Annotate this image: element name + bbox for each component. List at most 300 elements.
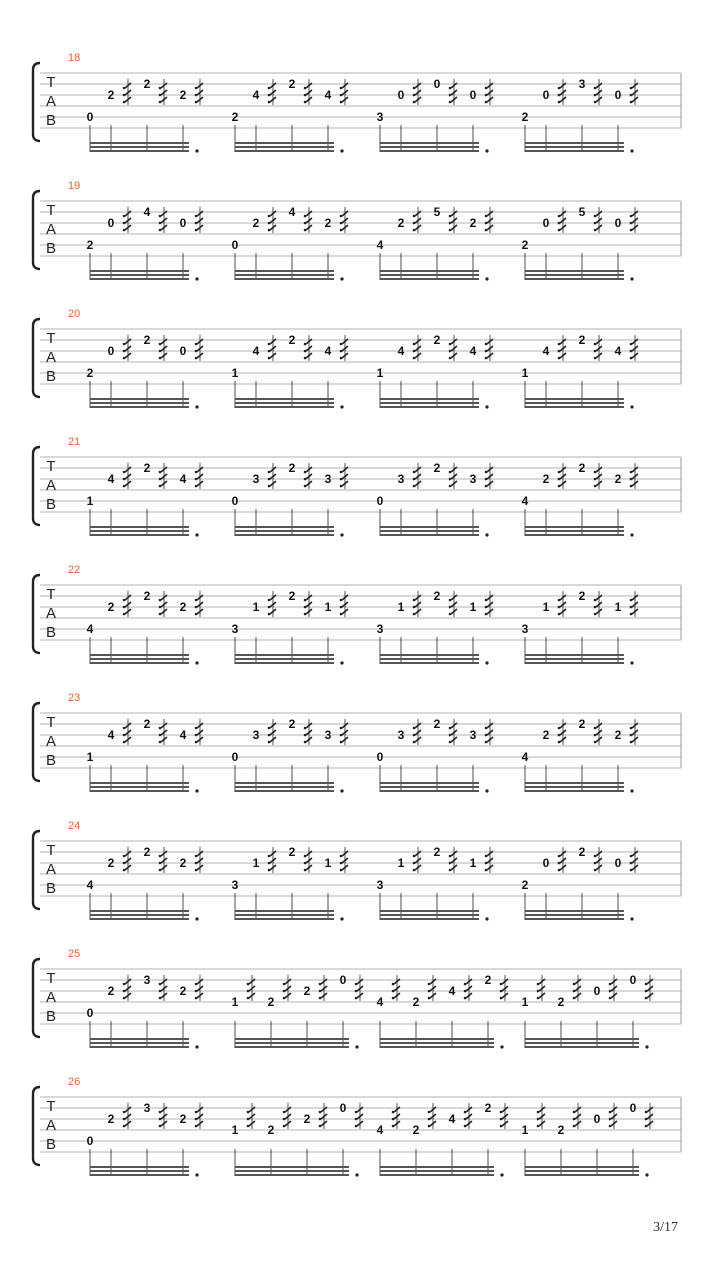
augmentation-dot	[485, 789, 488, 792]
tremolo-dot	[340, 727, 343, 730]
tremolo-dot	[428, 990, 431, 993]
tab-clef-letter: T	[46, 970, 56, 987]
tremolo-dot	[558, 734, 561, 737]
tremolo-dot	[195, 983, 198, 986]
fret-number: 1	[252, 856, 260, 870]
tremolo-dot	[159, 485, 162, 488]
tremolo-dot	[558, 357, 561, 360]
augmentation-dot	[340, 149, 343, 152]
tremolo-dot	[630, 869, 633, 872]
beat-group	[377, 461, 493, 537]
augmentation-dot	[195, 405, 198, 408]
bass-fret-number: 4	[86, 878, 94, 892]
tremolo-dot	[159, 478, 162, 481]
tremolo-dot	[413, 727, 416, 730]
tab-clef-letter: B	[45, 496, 57, 513]
tremolo-dot	[485, 229, 488, 232]
bass-fret-number: 2	[86, 366, 94, 380]
tremolo-dot	[485, 343, 488, 346]
tremolo-dot	[247, 1118, 250, 1121]
tab-clef-letter: T	[46, 74, 56, 91]
measure-number: 23	[68, 692, 81, 704]
bass-fret-number: 1	[86, 494, 94, 508]
fret-number: 0	[433, 77, 441, 91]
tremolo-dot	[304, 471, 307, 474]
beat-group	[522, 845, 638, 921]
fret-number: 3	[578, 77, 586, 91]
tremolo-dot	[558, 471, 561, 474]
fret-number: 4	[448, 984, 456, 998]
tremolo-dot	[340, 222, 343, 225]
tremolo-dot	[630, 727, 633, 730]
beat-group	[87, 717, 203, 793]
tremolo-dot	[464, 983, 467, 986]
tremolo-dot	[304, 869, 307, 872]
system-bracket	[33, 831, 40, 909]
tremolo-dot	[558, 869, 561, 872]
fret-number: 4	[324, 344, 332, 358]
tremolo-dot	[123, 613, 126, 616]
tremolo-dot	[413, 229, 416, 232]
fret-number: 4	[376, 1123, 384, 1137]
tremolo-dot	[485, 727, 488, 730]
tremolo-dot	[558, 229, 561, 232]
tremolo-dot	[485, 599, 488, 602]
augmentation-dot	[485, 917, 488, 920]
tremolo-dot	[340, 855, 343, 858]
tremolo-dot	[304, 101, 307, 104]
fret-number: 2	[252, 216, 260, 230]
tremolo-dot	[340, 478, 343, 481]
tremolo-dot	[195, 741, 198, 744]
fret-number: 3	[143, 1101, 151, 1115]
tremolo-dot	[413, 869, 416, 872]
fret-number: 4	[179, 728, 187, 742]
bass-fret-number: 0	[86, 1006, 94, 1020]
augmentation-dot	[340, 405, 343, 408]
tremolo-dot	[319, 1118, 322, 1121]
tremolo-dot	[558, 350, 561, 353]
tremolo-dot	[645, 1125, 648, 1128]
fret-number: 2	[433, 461, 441, 475]
tremolo-dot	[304, 94, 307, 97]
tremolo-dot	[283, 990, 286, 993]
tremolo-dot	[195, 485, 198, 488]
tremolo-dot	[537, 1111, 540, 1114]
augmentation-dot	[630, 277, 633, 280]
tremolo-dot	[428, 1118, 431, 1121]
beat-group	[232, 205, 348, 281]
tremolo-dot	[594, 734, 597, 737]
tremolo-dot	[413, 862, 416, 865]
beat-group	[232, 589, 348, 665]
tremolo-dot	[159, 734, 162, 737]
system-bracket	[33, 319, 40, 397]
tremolo-dot	[449, 869, 452, 872]
tab-system	[33, 820, 681, 921]
tremolo-dot	[630, 94, 633, 97]
tremolo-dot	[573, 1118, 576, 1121]
tremolo-dot	[500, 983, 503, 986]
tremolo-dot	[630, 343, 633, 346]
tremolo-dot	[413, 613, 416, 616]
beat-group	[232, 973, 363, 1049]
fret-number: 2	[267, 995, 275, 1009]
fret-number: 0	[542, 856, 550, 870]
tremolo-dot	[558, 741, 561, 744]
tremolo-dot	[392, 983, 395, 986]
fret-number: 2	[578, 717, 586, 731]
beat-group	[232, 461, 348, 537]
tremolo-dot	[304, 862, 307, 865]
tremolo-dot	[428, 997, 431, 1000]
tremolo-dot	[268, 613, 271, 616]
tremolo-dot	[392, 990, 395, 993]
fret-number: 0	[107, 216, 115, 230]
tab-clef-letter: A	[45, 93, 57, 110]
beat-group	[232, 333, 348, 409]
fret-number: 2	[107, 88, 115, 102]
page-number: 3/17	[653, 1220, 678, 1235]
tremolo-dot	[123, 862, 126, 865]
tremolo-dot	[195, 229, 198, 232]
augmentation-dot	[340, 661, 343, 664]
tab-clef-letter: B	[45, 1136, 57, 1153]
tremolo-dot	[558, 727, 561, 730]
tremolo-dot	[645, 1111, 648, 1114]
tremolo-dot	[247, 990, 250, 993]
tremolo-dot	[159, 990, 162, 993]
tremolo-dot	[195, 343, 198, 346]
augmentation-dot	[355, 1173, 358, 1176]
augmentation-dot	[630, 533, 633, 536]
fret-number: 0	[614, 88, 622, 102]
tremolo-dot	[558, 94, 561, 97]
tremolo-dot	[123, 478, 126, 481]
tremolo-dot	[123, 1125, 126, 1128]
tremolo-dot	[630, 229, 633, 232]
fret-number: 0	[469, 88, 477, 102]
tremolo-dot	[268, 606, 271, 609]
tremolo-dot	[449, 855, 452, 858]
tremolo-dot	[123, 87, 126, 90]
bass-fret-number: 3	[231, 878, 239, 892]
tremolo-dot	[428, 983, 431, 986]
tremolo-dot	[645, 983, 648, 986]
tremolo-dot	[159, 862, 162, 865]
fret-number: 2	[433, 589, 441, 603]
tremolo-dot	[319, 997, 322, 1000]
tremolo-dot	[268, 222, 271, 225]
augmentation-dot	[485, 405, 488, 408]
fret-number: 2	[179, 856, 187, 870]
fret-number: 2	[303, 1112, 311, 1126]
fret-number: 2	[107, 1112, 115, 1126]
tremolo-dot	[340, 734, 343, 737]
tremolo-dot	[268, 869, 271, 872]
tremolo-dot	[630, 350, 633, 353]
tremolo-dot	[449, 862, 452, 865]
tremolo-dot	[123, 215, 126, 218]
measure-number: 22	[68, 564, 81, 576]
fret-number: 1	[469, 856, 477, 870]
tremolo-dot	[413, 94, 416, 97]
tremolo-dot	[630, 613, 633, 616]
tremolo-dot	[558, 599, 561, 602]
tremolo-dot	[594, 471, 597, 474]
tremolo-dot	[340, 350, 343, 353]
fret-number: 2	[433, 333, 441, 347]
fret-number: 2	[412, 1123, 420, 1137]
tremolo-dot	[159, 222, 162, 225]
tremolo-dot	[413, 101, 416, 104]
tremolo-dot	[355, 990, 358, 993]
fret-number: 2	[433, 845, 441, 859]
augmentation-dot	[195, 1045, 198, 1048]
tremolo-dot	[558, 478, 561, 481]
tremolo-dot	[268, 485, 271, 488]
fret-number: 5	[578, 205, 586, 219]
tremolo-dot	[609, 1118, 612, 1121]
fret-number: 0	[629, 1101, 637, 1115]
fret-number: 4	[376, 995, 384, 1009]
fret-number: 4	[107, 472, 115, 486]
fret-number: 2	[614, 728, 622, 742]
tremolo-dot	[340, 357, 343, 360]
tremolo-dot	[195, 997, 198, 1000]
tremolo-dot	[304, 599, 307, 602]
fret-number: 2	[614, 472, 622, 486]
fret-number: 2	[288, 461, 296, 475]
tremolo-dot	[304, 229, 307, 232]
tremolo-dot	[268, 229, 271, 232]
tremolo-dot	[609, 990, 612, 993]
bass-fret-number: 1	[376, 366, 384, 380]
fret-number: 1	[521, 1123, 529, 1137]
tremolo-dot	[558, 613, 561, 616]
beat-group	[232, 1101, 363, 1177]
tremolo-dot	[537, 990, 540, 993]
fret-number: 2	[542, 472, 550, 486]
bass-fret-number: 1	[521, 366, 529, 380]
tremolo-dot	[340, 869, 343, 872]
tremolo-dot	[500, 1111, 503, 1114]
fret-number: 3	[397, 472, 405, 486]
beat-group	[522, 973, 653, 1049]
tremolo-dot	[485, 478, 488, 481]
tab-clef-letter: B	[45, 624, 57, 641]
tremolo-dot	[500, 990, 503, 993]
tremolo-dot	[594, 869, 597, 872]
augmentation-dot	[630, 917, 633, 920]
tremolo-dot	[159, 855, 162, 858]
tremolo-dot	[558, 343, 561, 346]
fret-number: 1	[324, 856, 332, 870]
tremolo-dot	[449, 485, 452, 488]
bass-fret-number: 2	[521, 878, 529, 892]
augmentation-dot	[630, 789, 633, 792]
tremolo-dot	[268, 215, 271, 218]
fret-number: 3	[143, 973, 151, 987]
tab-clef-letter: T	[46, 330, 56, 347]
fret-number: 3	[324, 728, 332, 742]
augmentation-dot	[340, 789, 343, 792]
tremolo-dot	[573, 1125, 576, 1128]
augmentation-dot	[340, 277, 343, 280]
tab-system	[33, 948, 681, 1049]
tremolo-dot	[247, 997, 250, 1000]
tremolo-dot	[500, 1118, 503, 1121]
tremolo-dot	[283, 997, 286, 1000]
tremolo-dot	[630, 485, 633, 488]
tremolo-dot	[159, 599, 162, 602]
tremolo-dot	[159, 94, 162, 97]
bass-fret-number: 0	[231, 238, 239, 252]
tremolo-dot	[304, 855, 307, 858]
bass-fret-number: 4	[86, 622, 94, 636]
tremolo-dot	[195, 855, 198, 858]
fret-number: 4	[614, 344, 622, 358]
beat-group	[87, 589, 203, 665]
tremolo-dot	[247, 983, 250, 986]
tremolo-dot	[340, 101, 343, 104]
fret-number: 0	[397, 88, 405, 102]
tremolo-dot	[123, 983, 126, 986]
fret-number: 4	[324, 88, 332, 102]
bass-fret-number: 3	[231, 622, 239, 636]
tremolo-dot	[594, 343, 597, 346]
tremolo-dot	[123, 485, 126, 488]
beat-group	[377, 205, 493, 281]
tremolo-dot	[340, 613, 343, 616]
bass-fret-number: 2	[521, 238, 529, 252]
fret-number: 1	[231, 995, 239, 1009]
fret-number: 4	[143, 205, 151, 219]
tremolo-dot	[195, 869, 198, 872]
fret-number: 2	[107, 984, 115, 998]
tremolo-dot	[449, 215, 452, 218]
tremolo-dot	[594, 606, 597, 609]
fret-number: 2	[107, 600, 115, 614]
tremolo-dot	[449, 87, 452, 90]
tremolo-dot	[268, 87, 271, 90]
tab-system	[33, 180, 681, 281]
measure-number: 20	[68, 308, 81, 320]
augmentation-dot	[500, 1045, 503, 1048]
tab-clef-letter: A	[45, 477, 57, 494]
tremolo-dot	[594, 862, 597, 865]
fret-number: 4	[179, 472, 187, 486]
fret-number: 2	[179, 1112, 187, 1126]
tremolo-dot	[304, 485, 307, 488]
augmentation-dot	[630, 149, 633, 152]
beat-group	[522, 333, 638, 409]
fret-number: 4	[542, 344, 550, 358]
tremolo-dot	[464, 990, 467, 993]
fret-number: 2	[578, 845, 586, 859]
beat-group	[522, 1101, 653, 1177]
tremolo-dot	[268, 727, 271, 730]
tremolo-dot	[485, 357, 488, 360]
tremolo-dot	[449, 357, 452, 360]
tremolo-dot	[123, 1111, 126, 1114]
tremolo-dot	[268, 471, 271, 474]
tab-clef-letter: A	[45, 221, 57, 238]
tremolo-dot	[283, 983, 286, 986]
tremolo-dot	[159, 350, 162, 353]
tremolo-dot	[123, 606, 126, 609]
augmentation-dot	[355, 1045, 358, 1048]
fret-number: 1	[252, 600, 260, 614]
fret-number: 0	[542, 88, 550, 102]
fret-number: 1	[521, 995, 529, 1009]
fret-number: 1	[542, 600, 550, 614]
tremolo-dot	[159, 471, 162, 474]
tab-clef-letter: T	[46, 202, 56, 219]
tab-clef-letter: A	[45, 349, 57, 366]
tremolo-dot	[195, 101, 198, 104]
fret-number: 2	[267, 1123, 275, 1137]
fret-number: 2	[484, 973, 492, 987]
fret-number: 4	[397, 344, 405, 358]
tremolo-dot	[558, 855, 561, 858]
tremolo-dot	[340, 343, 343, 346]
tremolo-dot	[123, 997, 126, 1000]
augmentation-dot	[195, 917, 198, 920]
augmentation-dot	[485, 149, 488, 152]
tab-clef-letter: B	[45, 112, 57, 129]
bass-fret-number: 3	[376, 110, 384, 124]
tremolo-dot	[319, 1111, 322, 1114]
tremolo-dot	[304, 215, 307, 218]
tremolo-dot	[485, 741, 488, 744]
tremolo-dot	[123, 357, 126, 360]
tremolo-dot	[195, 350, 198, 353]
tremolo-dot	[594, 478, 597, 481]
tremolo-dot	[304, 734, 307, 737]
tremolo-dot	[558, 862, 561, 865]
tab-clef-letter: B	[45, 1008, 57, 1025]
tremolo-dot	[558, 485, 561, 488]
tremolo-dot	[449, 350, 452, 353]
fret-number: 2	[303, 984, 311, 998]
bass-fret-number: 0	[376, 494, 384, 508]
tremolo-dot	[195, 87, 198, 90]
tab-clef-letter: B	[45, 368, 57, 385]
tremolo-dot	[485, 350, 488, 353]
augmentation-dot	[485, 277, 488, 280]
tremolo-dot	[195, 1118, 198, 1121]
tremolo-dot	[159, 229, 162, 232]
tremolo-dot	[449, 599, 452, 602]
tremolo-dot	[594, 727, 597, 730]
fret-number: 1	[614, 600, 622, 614]
tremolo-dot	[268, 855, 271, 858]
tremolo-dot	[392, 1118, 395, 1121]
tremolo-dot	[355, 1118, 358, 1121]
augmentation-dot	[630, 405, 633, 408]
tremolo-dot	[428, 1125, 431, 1128]
tremolo-dot	[355, 983, 358, 986]
tremolo-dot	[195, 1111, 198, 1114]
tremolo-dot	[413, 606, 416, 609]
tremolo-dot	[195, 862, 198, 865]
tremolo-dot	[573, 983, 576, 986]
fret-number: 3	[252, 472, 260, 486]
beat-group	[377, 1101, 508, 1177]
tremolo-dot	[594, 101, 597, 104]
fret-number: 3	[397, 728, 405, 742]
